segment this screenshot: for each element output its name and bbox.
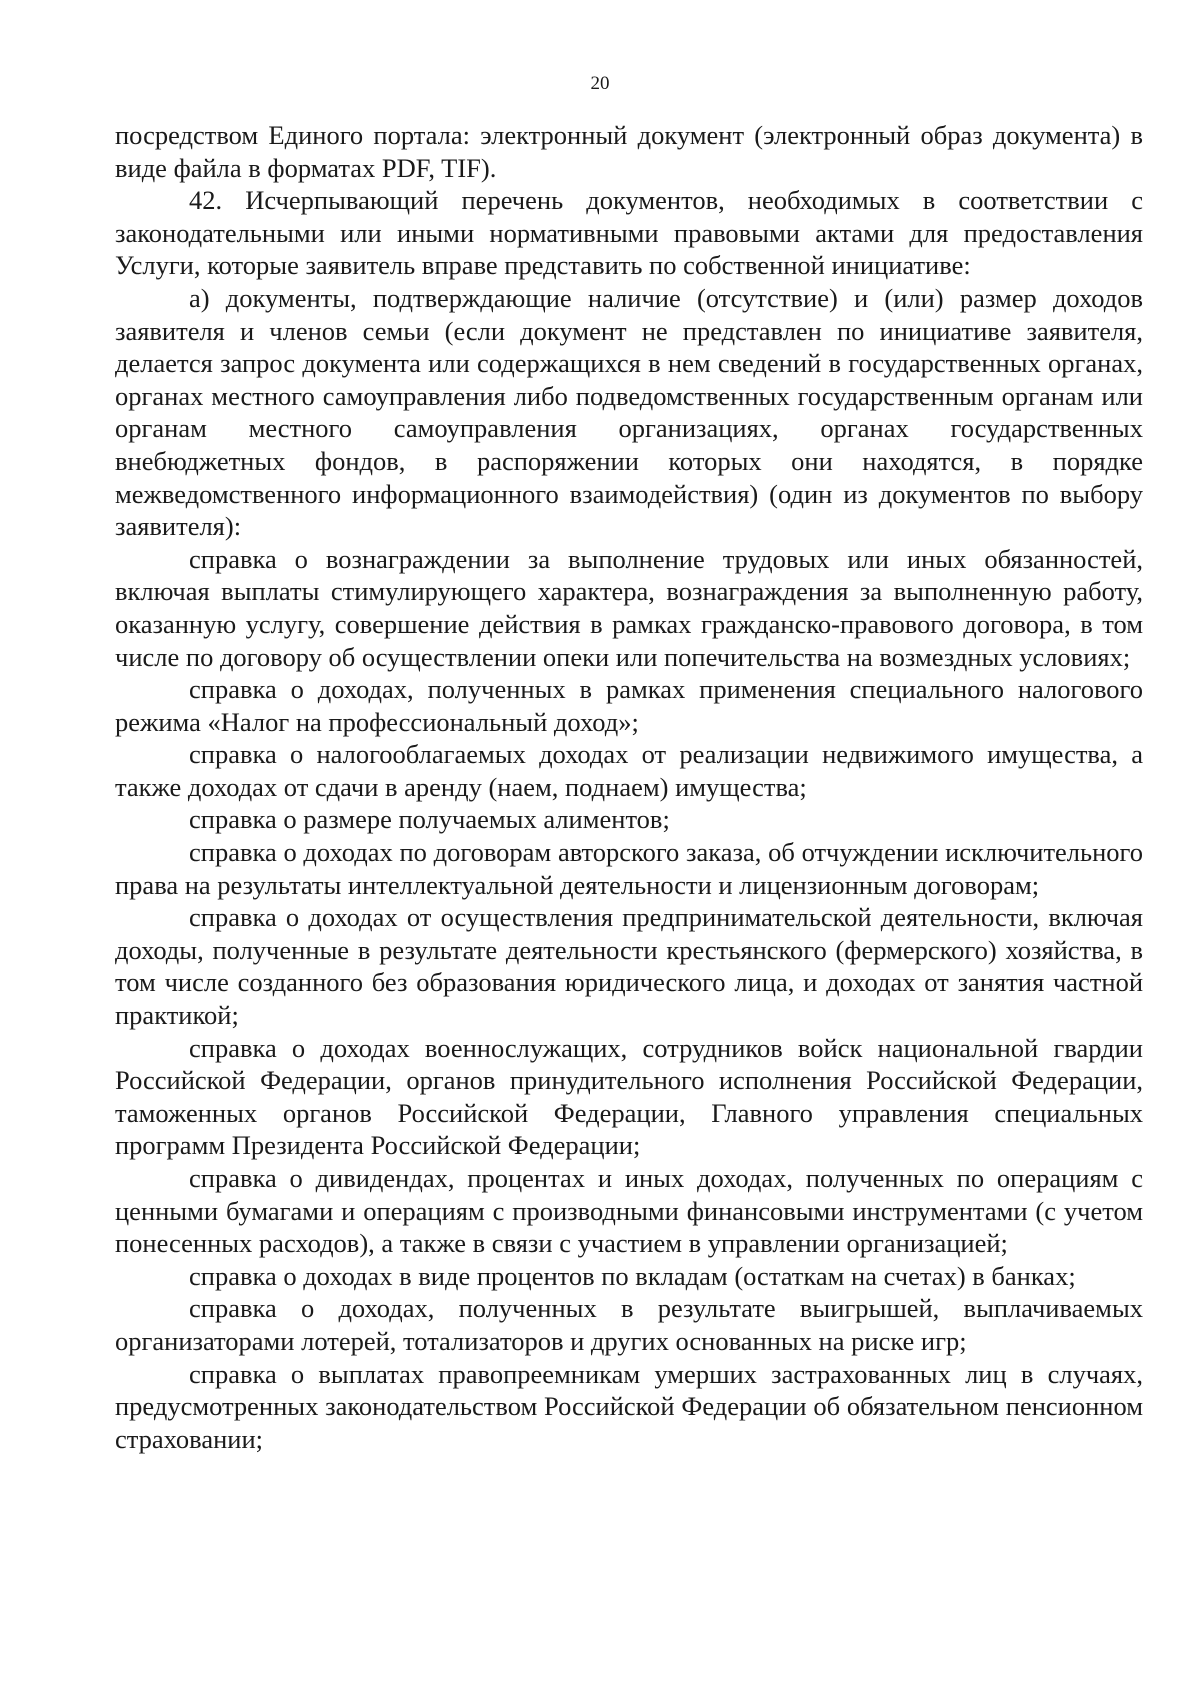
paragraph-continuation: посредством Единого портала: электронный документ (электронный образ документа) в виде файла в форматах PDF, TIF).	[115, 120, 1143, 183]
list-item-pension-successor-payments-certificate: справка о выплатах правопреемникам умерших застрахованных лиц в случаях, предусмотренных законодательством Российской Федерации об обязательном пенсионном страховании;	[115, 1358, 1143, 1454]
list-item-military-income-certificate: справка о доходах военнослужащих, сотрудников войск национальной гвардии Российской Федерации, органов принудительного исполнения Российской Федерации, таможенных органов Российской Федерации, Главного управления специальных программ Президента Российской Федерации;	[115, 1032, 1143, 1161]
list-item-lottery-winnings-certificate: справка о доходах, полученных в результате выигрышей, выплачиваемых организаторами лотерей, тотализаторов и других основанных на риске игр;	[115, 1293, 1143, 1356]
list-item-business-income-certificate: справка о доходах от осуществления предпринимательской деятельности, включая доходы, полученные в результате деятельности крестьянского (фермерского) хозяйства, в том числе созданного без образования юридического лица, и доходах от занятия частной практикой;	[115, 902, 1143, 1031]
paragraph-subitem-a: а) документы, подтверждающие наличие (отсутствие) и (или) размер доходов заявителя и членов семьи (если документ не представлен по инициативе заявителя, делается запрос документа или содержащихся в нем сведений в государственных органах, органах местного самоуправления либо подведомственных государственным органам или органам местного самоуправления организациях, органах государственных внебюджетных фондов, в распоряжении которых они находятся, в порядке межведомственного информационного взаимодействия) (один из документов по выбору заявителя):	[115, 282, 1143, 542]
document-body	[115, 119, 1143, 1455]
list-item-securities-income-certificate: справка о дивидендах, процентах и иных доходах, полученных по операциям с ценными бумагами и операциям с производными финансовыми инструментами (с учетом понесенных расходов), а также в связи с участием в управлении организацией;	[115, 1163, 1143, 1259]
list-item-remuneration-certificate: справка о вознаграждении за выполнение трудовых или иных обязанностей, включая выплаты стимулирующего характера, вознаграждения за выполненную работу, оказанную услугу, совершение действия в рамках гражданско-правового договора, в том числе по договору об осуществлении опеки или попечительства на возмездных условиях;	[115, 543, 1143, 672]
page-number: 20	[590, 73, 610, 94]
list-item-alimony-certificate: справка о размере получаемых алиментов;	[189, 804, 670, 835]
paragraph-item-42: 42. Исчерпывающий перечень документов, необходимых в соответствии с законодательными или иными нормативными правовыми актами для предоставления Услуги, которые заявитель вправе представить по собственной инициативе:	[115, 185, 1143, 281]
list-item-property-income-certificate: справка о налогооблагаемых доходах от реализации недвижимого имущества, а также доходах от сдачи в аренду (наем, поднаем) имущества;	[115, 739, 1143, 802]
list-item-professional-income-certificate: справка о доходах, полученных в рамках применения специального налогового режима «Налог на профессиональный доход»;	[115, 674, 1143, 737]
list-item-deposit-interest-certificate: справка о доходах в виде процентов по вкладам (остаткам на счетах) в банках;	[189, 1260, 1076, 1291]
list-item-copyright-income-certificate: справка о доходах по договорам авторского заказа, об отчуждении исключительного права на результаты интеллектуальной деятельности и лицензионным договорам;	[115, 837, 1143, 900]
